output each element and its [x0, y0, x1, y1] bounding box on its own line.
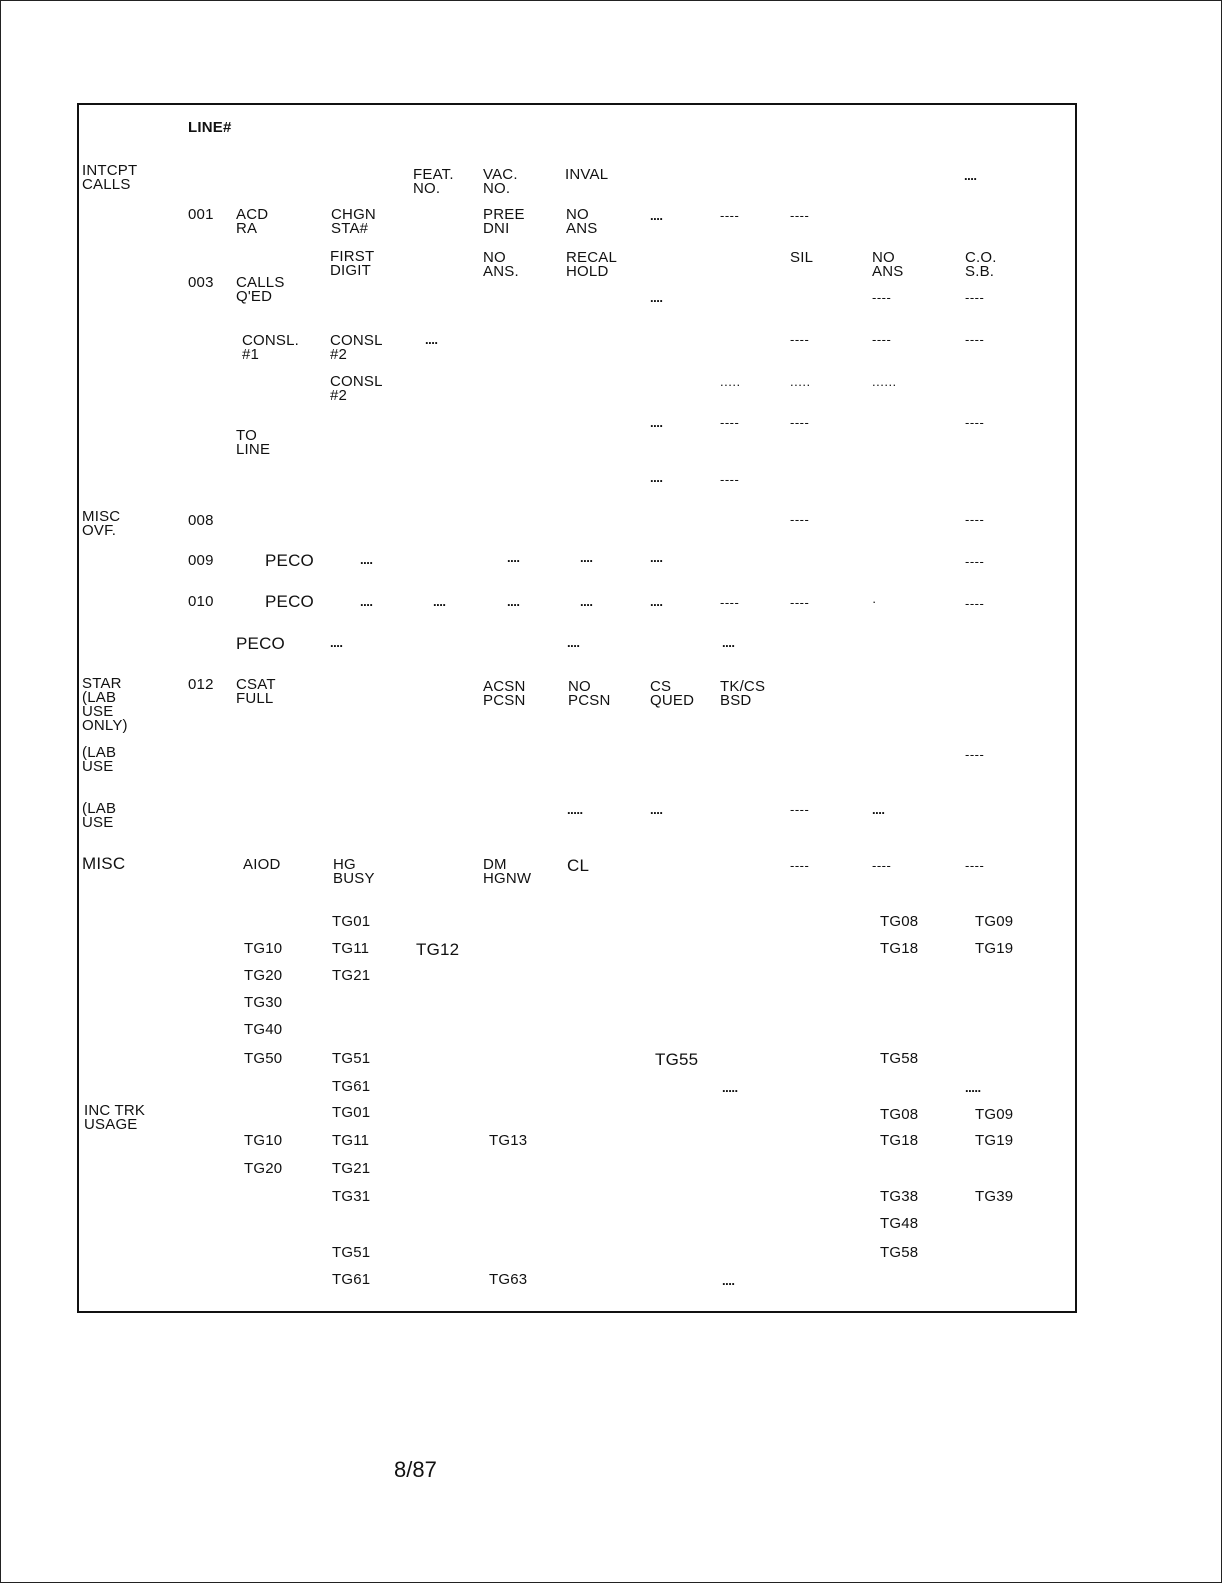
- report-cell: .....: [720, 374, 741, 389]
- report-cell: TG08: [880, 1106, 919, 1123]
- report-cell: 003: [188, 274, 214, 291]
- report-cell: TG58: [880, 1050, 919, 1067]
- report-cell: NO ANS: [566, 206, 598, 237]
- report-cell: TG61: [332, 1078, 371, 1095]
- report-cell: STAR (LAB USE ONLY): [82, 675, 128, 734]
- report-cell: ....: [425, 332, 438, 347]
- report-cell: CSAT FULL: [236, 676, 276, 707]
- report-cell: TG19: [975, 940, 1014, 957]
- report-cell: ----: [872, 858, 892, 873]
- report-cell: ----: [790, 512, 810, 527]
- report-cell: 008: [188, 512, 214, 529]
- report-cell: .....: [567, 802, 583, 817]
- report-cell: PECO: [265, 551, 314, 570]
- report-cell: ....: [433, 594, 446, 609]
- report-cell: TG09: [975, 1106, 1014, 1123]
- report-cell: INTCPT CALLS: [82, 162, 138, 193]
- report-cell: TG39: [975, 1188, 1014, 1205]
- report-cell: ----: [965, 415, 985, 430]
- report-cell: TG18: [880, 1132, 919, 1149]
- report-cell: ACD RA: [236, 206, 269, 237]
- report-cell: .....: [722, 1080, 738, 1095]
- report-cell: 010: [188, 593, 214, 610]
- report-cell: ....: [650, 415, 663, 430]
- report-cell: TK/CS BSD: [720, 678, 766, 709]
- report-cell: TG19: [975, 1132, 1014, 1149]
- report-cell: MISC: [82, 854, 126, 873]
- report-cell: FEAT. NO.: [413, 166, 454, 197]
- report-cell: ----: [790, 332, 810, 347]
- report-cell: TO LINE: [236, 427, 271, 458]
- report-cell: .....: [790, 374, 811, 389]
- report-cell: ----: [872, 290, 892, 305]
- report-cell: INC TRK USAGE: [84, 1102, 146, 1133]
- report-cell: ----: [720, 472, 740, 487]
- report-cell: TG48: [880, 1215, 919, 1232]
- report-cell: ----: [790, 415, 810, 430]
- report-cell: TG58: [880, 1244, 919, 1261]
- report-cell: TG38: [880, 1188, 919, 1205]
- report-cell: ....: [650, 290, 663, 305]
- report-cell: CS QUED: [650, 678, 695, 709]
- report-cell: ----: [720, 595, 740, 610]
- report-cell: ....: [580, 550, 593, 565]
- report-cell: FIRST DIGIT: [330, 248, 375, 279]
- report-cell: TG51: [332, 1244, 371, 1261]
- report-cell: ACSN PCSN: [483, 678, 526, 709]
- report-cell: ----: [790, 208, 810, 223]
- report-cell: DM HGNW: [483, 856, 532, 887]
- report-cell: TG61: [332, 1271, 371, 1288]
- report-cell: ....: [650, 550, 663, 565]
- report-cell: ----: [965, 596, 985, 611]
- line-number-header: LINE#: [188, 119, 232, 136]
- report-cell: TG13: [489, 1132, 528, 1149]
- report-cell: ....: [964, 168, 977, 183]
- report-cell: CL: [567, 856, 590, 875]
- report-cell: TG09: [975, 913, 1014, 930]
- report-cell: TG21: [332, 967, 371, 984]
- report-cell: ....: [360, 594, 373, 609]
- report-cell: ....: [650, 208, 663, 223]
- report-cell: (LAB USE: [82, 744, 117, 775]
- report-cell: TG11: [332, 1132, 370, 1149]
- report-cell: (LAB USE: [82, 800, 117, 831]
- report-cell: ----: [720, 415, 740, 430]
- report-cell: 009: [188, 552, 214, 569]
- report-cell: CONSL #2: [330, 332, 383, 363]
- report-cell: INVAL: [565, 166, 609, 183]
- report-cell: TG21: [332, 1160, 371, 1177]
- report-cell: ....: [722, 1273, 735, 1288]
- report-cell: ----: [790, 802, 810, 817]
- report-cell: ----: [720, 208, 740, 223]
- report-cell: CALLS Q'ED: [236, 274, 285, 305]
- report-cell: ....: [507, 594, 520, 609]
- report-cell: ----: [965, 512, 985, 527]
- report-cell: ....: [872, 802, 885, 817]
- report-cell: PECO: [236, 634, 285, 653]
- report-cell: ....: [567, 635, 580, 650]
- report-cell: ......: [872, 374, 897, 389]
- report-cell: HG BUSY: [333, 856, 375, 887]
- report-cell: ....: [580, 594, 593, 609]
- report-cell: ....: [650, 470, 663, 485]
- report-cell: TG10: [244, 1132, 283, 1149]
- report-cell: TG01: [332, 913, 371, 930]
- report-cell: ----: [965, 858, 985, 873]
- report-cell: RECAL HOLD: [566, 249, 618, 280]
- report-cell: TG12: [416, 940, 460, 959]
- report-cell: C.O. S.B.: [965, 249, 997, 280]
- report-cell: VAC. NO.: [483, 166, 518, 197]
- report-cell: TG51: [332, 1050, 371, 1067]
- report-cell: TG18: [880, 940, 919, 957]
- report-cell: CONSL #2: [330, 373, 383, 404]
- report-cell: SIL: [790, 249, 814, 266]
- report-cell: TG31: [332, 1188, 371, 1205]
- report-cell: TG55: [655, 1050, 699, 1069]
- report-cell: TG50: [244, 1050, 283, 1067]
- report-cell: NO ANS.: [483, 249, 519, 280]
- report-cell: AIOD: [243, 856, 281, 873]
- report-cell: ----: [965, 290, 985, 305]
- report-cell: PECO: [265, 592, 314, 611]
- report-cell: ·: [872, 594, 877, 609]
- report-cell: ----: [965, 332, 985, 347]
- report-cell: TG20: [244, 1160, 283, 1177]
- report-cell: PREE DNI: [483, 206, 525, 237]
- report-cell: TG01: [332, 1104, 371, 1121]
- report-cell: TG20: [244, 967, 283, 984]
- report-cell: ....: [330, 635, 343, 650]
- report-cell: TG30: [244, 994, 283, 1011]
- report-cell: 001: [188, 206, 214, 223]
- report-cell: ....: [507, 550, 520, 565]
- report-cell: ....: [722, 635, 735, 650]
- report-cell: ....: [650, 594, 663, 609]
- report-cell: TG40: [244, 1021, 283, 1038]
- report-cell: ----: [790, 595, 810, 610]
- report-cell: ----: [790, 858, 810, 873]
- report-cell: MISC OVF.: [82, 508, 121, 539]
- report-cell: CHGN STA#: [331, 206, 376, 237]
- report-cell: TG10: [244, 940, 283, 957]
- report-cell: .....: [965, 1080, 981, 1095]
- report-cell: ----: [965, 747, 985, 762]
- page-date-footer: 8/87: [394, 1457, 437, 1482]
- report-cell: TG08: [880, 913, 919, 930]
- report-cell: CONSL. #1: [242, 332, 300, 363]
- report-cell: TG63: [489, 1271, 528, 1288]
- report-cell: ----: [872, 332, 892, 347]
- report-cell: ....: [650, 802, 663, 817]
- report-cell: NO PCSN: [568, 678, 611, 709]
- report-cell: ....: [360, 552, 373, 567]
- report-cell: TG11: [332, 940, 370, 957]
- report-cell: NO ANS: [872, 249, 904, 280]
- report-cell: ----: [965, 554, 985, 569]
- report-cell: 012: [188, 676, 214, 693]
